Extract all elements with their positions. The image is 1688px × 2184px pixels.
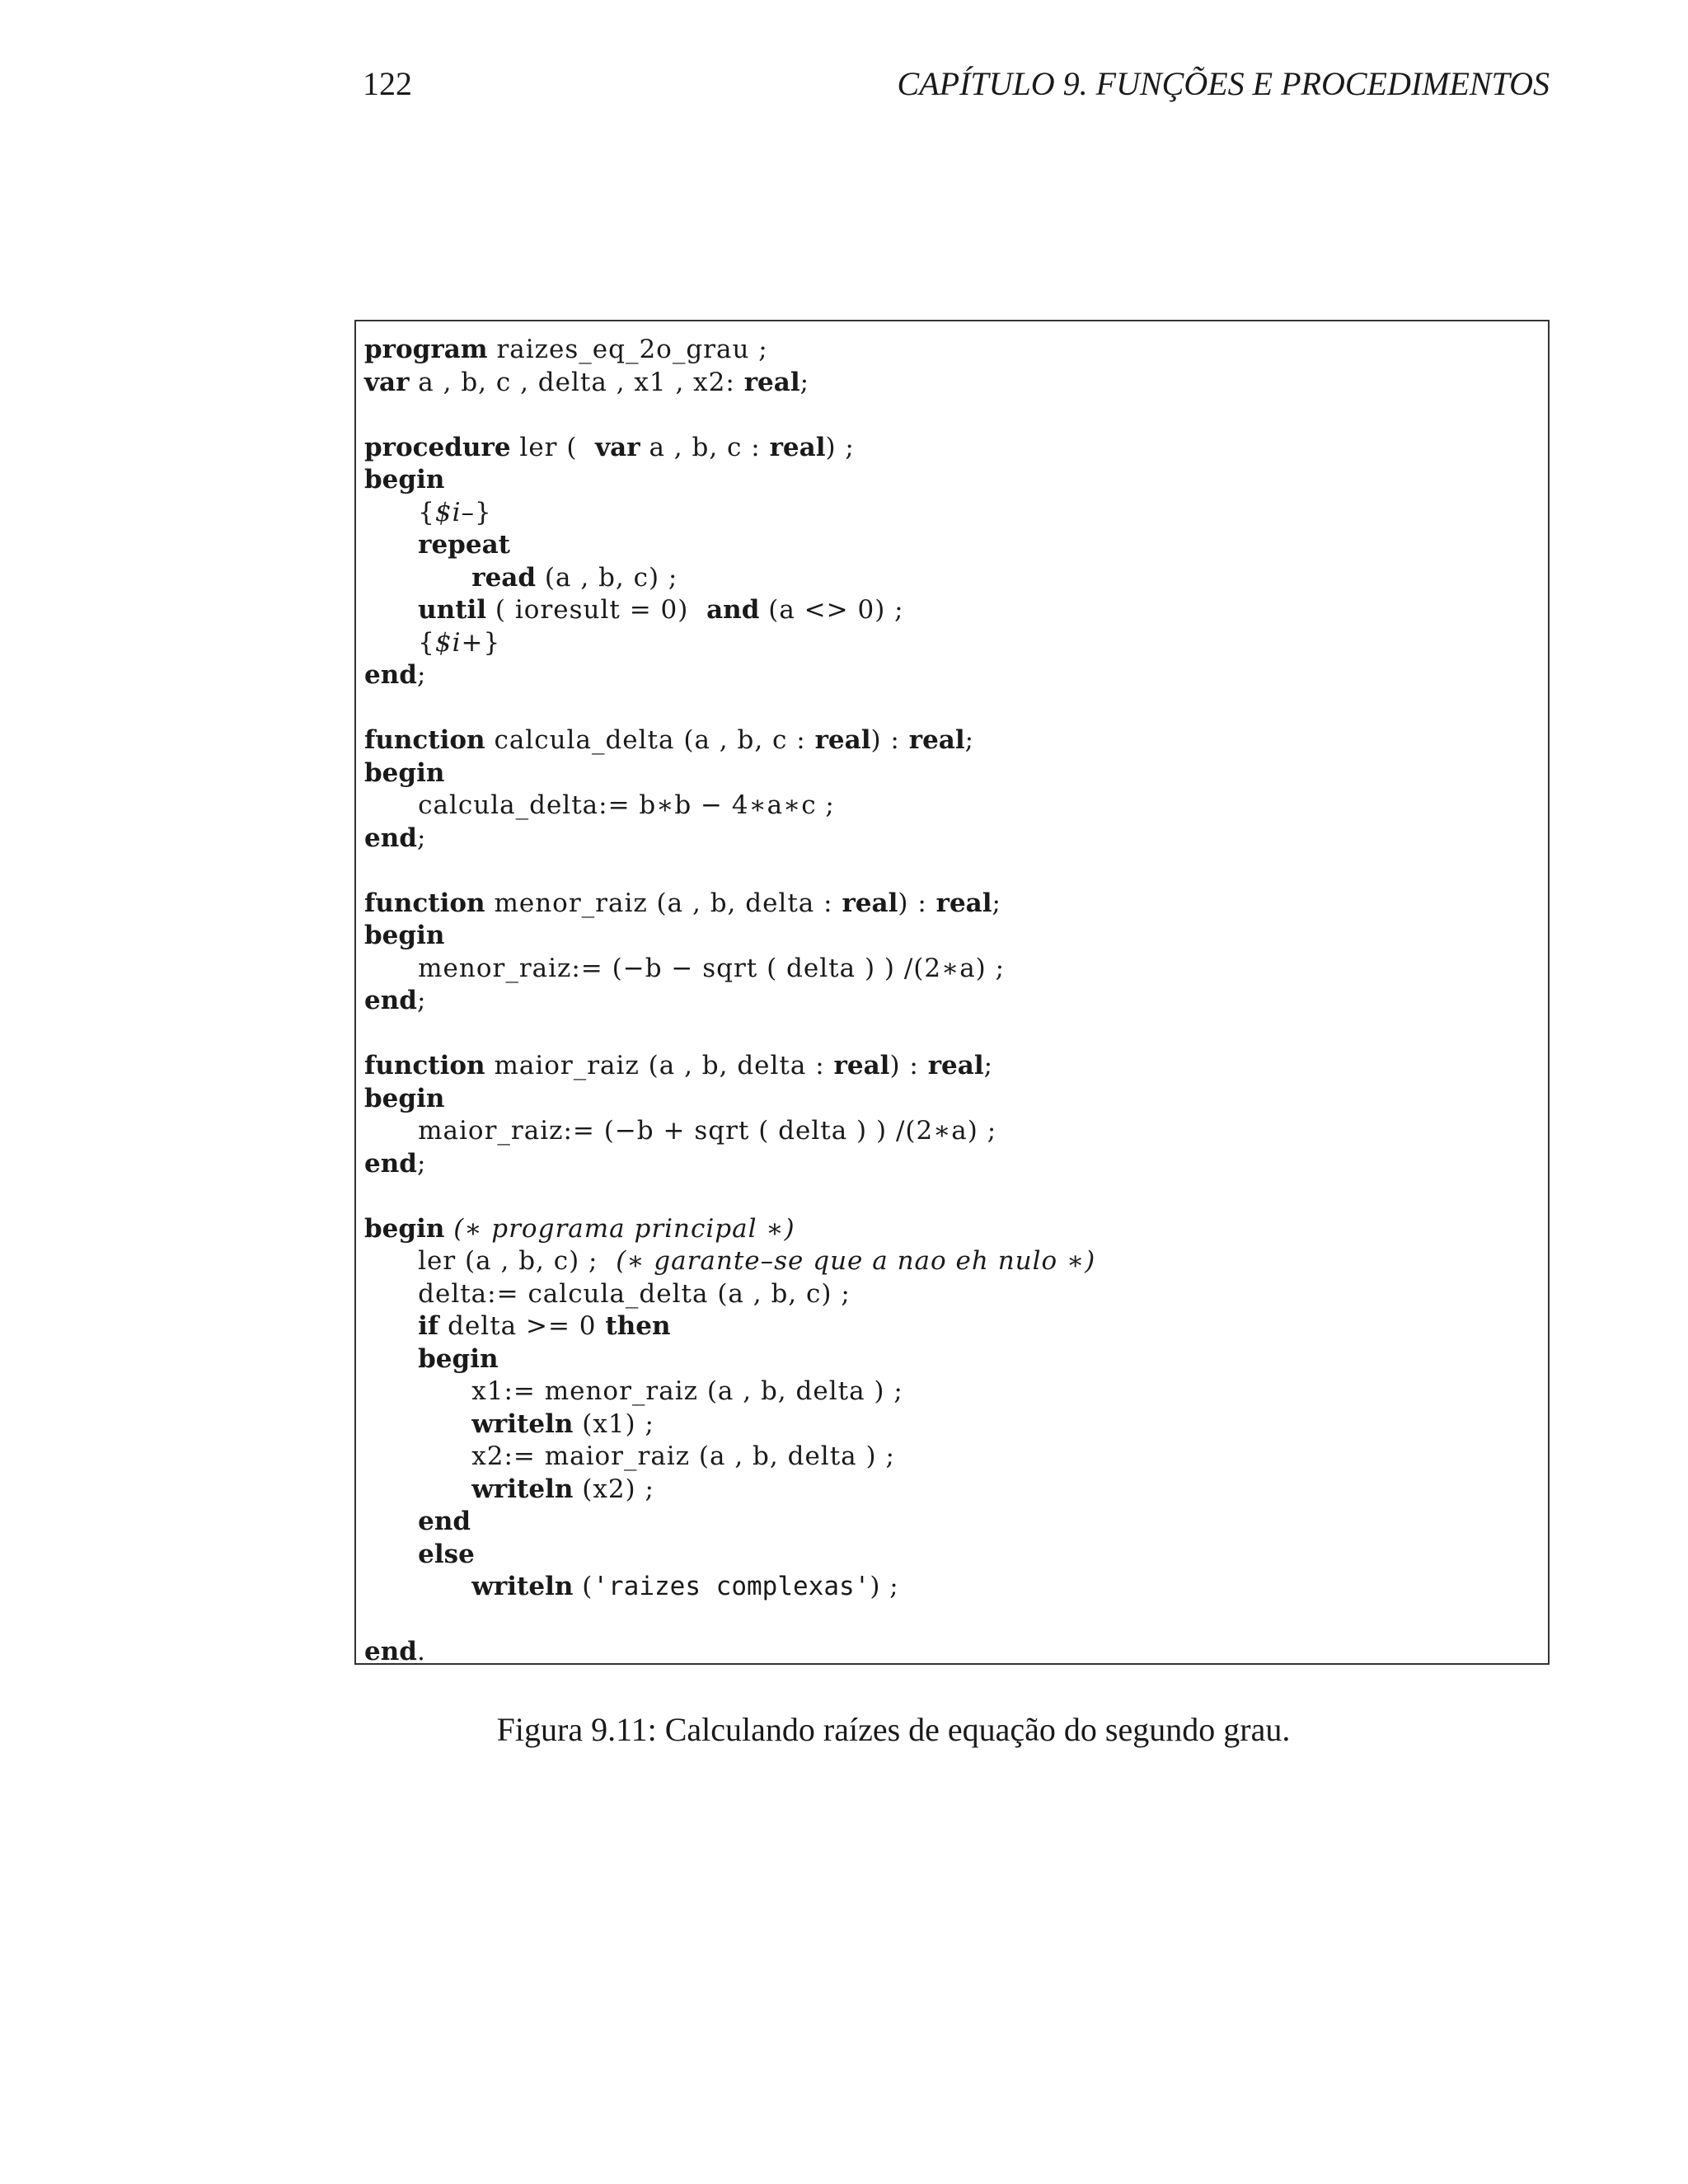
code-line <box>364 1147 426 1180</box>
code-text: . <box>416 1637 426 1666</box>
code-text: (x2) ; <box>573 1474 654 1504</box>
code-keyword: end <box>364 1637 417 1666</box>
code-keyword: real <box>842 888 898 918</box>
code-text: ) : <box>889 1051 928 1080</box>
code-text: ) : <box>898 888 936 918</box>
code-line <box>364 1343 499 1376</box>
code-keyword: begin <box>364 1083 445 1113</box>
code-text <box>444 1214 453 1244</box>
code-line <box>364 463 444 496</box>
code-keyword: else <box>418 1539 475 1569</box>
code-line <box>364 1538 475 1571</box>
code-keyword: begin <box>364 757 445 788</box>
code-text <box>364 1344 418 1374</box>
code-keyword: real <box>814 725 871 755</box>
code-line <box>364 1082 444 1115</box>
code-keyword: var <box>364 367 410 397</box>
code-line <box>364 496 492 529</box>
code-text: ; <box>416 1148 427 1179</box>
code-line <box>364 887 1001 920</box>
code-text: ; <box>964 725 975 755</box>
code-comment: $i– <box>434 497 475 527</box>
code-line <box>364 1635 426 1668</box>
chapter-title: CAPÍTULO 9. FUNÇÕES E PROCEDIMENTOS <box>897 65 1550 102</box>
code-text: (x1) ; <box>573 1408 654 1439</box>
code-keyword: real <box>769 432 826 462</box>
code-keyword: until <box>418 595 487 625</box>
code-text: ) : <box>870 725 909 755</box>
figure-caption: Figura 9.11: Calculando raízes de equação do segundo grau. <box>496 1711 1291 1748</box>
code-keyword: end <box>364 660 417 690</box>
code-comment: (∗ garante–se que a nao eh nulo ∗) <box>616 1246 1096 1276</box>
code-keyword: end <box>364 986 417 1015</box>
code-text: maior_raiz (a , b, delta : <box>485 1051 834 1080</box>
code-comment: (∗ programa principal ∗) <box>453 1213 795 1244</box>
code-text: delta >= 0 <box>438 1311 606 1341</box>
code-keyword: then <box>605 1311 671 1341</box>
code-line <box>364 822 426 855</box>
code-text: ) ; <box>825 432 855 462</box>
code-keyword: procedure <box>364 432 511 462</box>
code-text: 'raizes complexas' <box>593 1572 870 1601</box>
code-line <box>364 1505 471 1538</box>
code-text: raizes_eq_2o_grau ; <box>487 335 768 364</box>
code-line <box>364 528 510 561</box>
code-text: ler ( <box>510 432 596 462</box>
code-text: maior_raiz:= (−b + sqrt ( delta ) ) /(2∗a) ; <box>364 1116 997 1146</box>
code-line <box>364 1049 993 1082</box>
code-text: x1:= menor_raiz (a , b, delta ) ; <box>364 1376 903 1406</box>
code-keyword: function <box>364 888 485 918</box>
code-line <box>364 1473 654 1506</box>
code-comment: $i+ <box>434 627 484 658</box>
code-keyword: begin <box>364 921 445 950</box>
code-keyword: end <box>418 1507 471 1536</box>
code-text <box>364 1311 418 1341</box>
code-keyword: function <box>364 725 485 755</box>
code-text <box>364 1409 471 1439</box>
code-text: a , b, c : <box>640 432 770 462</box>
code-text: ( ioresult = 0) <box>486 595 707 625</box>
code-keyword: read <box>471 562 537 593</box>
code-line <box>364 333 768 366</box>
code-keyword: if <box>418 1311 439 1341</box>
code-text <box>364 595 418 625</box>
code-text: ; <box>416 986 427 1015</box>
code-keyword: function <box>364 1051 485 1080</box>
code-line <box>364 757 444 790</box>
code-text: ) ; <box>870 1572 899 1601</box>
code-line <box>364 789 835 822</box>
code-keyword: end <box>364 823 417 853</box>
code-line <box>364 626 500 659</box>
code-text: } <box>483 627 501 658</box>
code-line <box>364 1244 1095 1277</box>
code-text: ; <box>799 367 810 397</box>
page-number: 122 <box>363 65 412 102</box>
code-text <box>364 530 418 560</box>
code-keyword: end <box>364 1148 417 1179</box>
code-keyword: writeln <box>471 1474 574 1504</box>
code-line <box>364 366 809 399</box>
code-keyword: writeln <box>471 1572 574 1601</box>
code-text: (a , b, c) ; <box>536 562 678 593</box>
code-line <box>364 952 1005 985</box>
code-keyword: real <box>833 1051 890 1080</box>
code-text: x2:= maior_raiz (a , b, delta ) ; <box>364 1441 895 1471</box>
code-keyword: program <box>364 335 488 364</box>
code-text <box>364 1540 418 1569</box>
code-keyword: var <box>595 432 640 462</box>
code-listing <box>354 320 1550 1665</box>
code-text: { <box>364 627 435 658</box>
code-line <box>364 561 678 594</box>
code-text <box>364 563 471 593</box>
code-text: ; <box>983 1051 994 1080</box>
code-keyword: real <box>927 1051 984 1080</box>
code-keyword: real <box>743 367 800 397</box>
code-text <box>364 1507 418 1536</box>
code-text <box>364 1572 471 1601</box>
code-line <box>364 1570 899 1603</box>
code-keyword: begin <box>418 1343 499 1374</box>
code-line <box>364 1375 903 1408</box>
code-line <box>364 1408 654 1441</box>
code-text: ; <box>416 660 427 690</box>
code-line <box>364 1310 671 1343</box>
code-text: menor_raiz (a , b, delta : <box>485 888 842 918</box>
code-text <box>364 1474 471 1504</box>
code-text: ler (a , b, c) ; <box>364 1246 617 1276</box>
code-text: delta:= calcula_delta (a , b, c) ; <box>364 1278 851 1309</box>
code-text: ( <box>573 1572 593 1601</box>
code-text: a , b, c , delta , x1 , x2: <box>409 367 744 397</box>
code-keyword: writeln <box>471 1408 574 1439</box>
code-line <box>364 984 426 1017</box>
code-text: (a <> 0) ; <box>759 595 904 625</box>
code-line <box>364 724 974 757</box>
code-line <box>364 1440 895 1473</box>
code-line <box>364 658 426 691</box>
code-keyword: real <box>908 725 965 755</box>
code-text: ; <box>416 823 427 853</box>
code-keyword: and <box>706 595 760 625</box>
code-line <box>364 1212 795 1245</box>
code-line <box>364 1277 851 1310</box>
code-line <box>364 593 904 626</box>
code-keyword: repeat <box>418 530 510 560</box>
code-text: menor_raiz:= (−b − sqrt ( delta ) ) /(2∗a) ; <box>364 953 1006 983</box>
code-line <box>364 431 855 464</box>
code-text: calcula_delta:= b∗b − 4∗a∗c ; <box>364 790 835 820</box>
code-keyword: begin <box>364 1213 445 1244</box>
code-text: } <box>475 497 492 527</box>
code-line <box>364 919 444 952</box>
page-header <box>363 64 1550 114</box>
code-text: ; <box>992 888 1001 918</box>
code-text: calcula_delta (a , b, c : <box>485 725 815 755</box>
code-line <box>364 1114 996 1147</box>
code-keyword: real <box>935 888 992 918</box>
code-keyword: begin <box>364 465 445 494</box>
code-text: { <box>364 497 435 527</box>
